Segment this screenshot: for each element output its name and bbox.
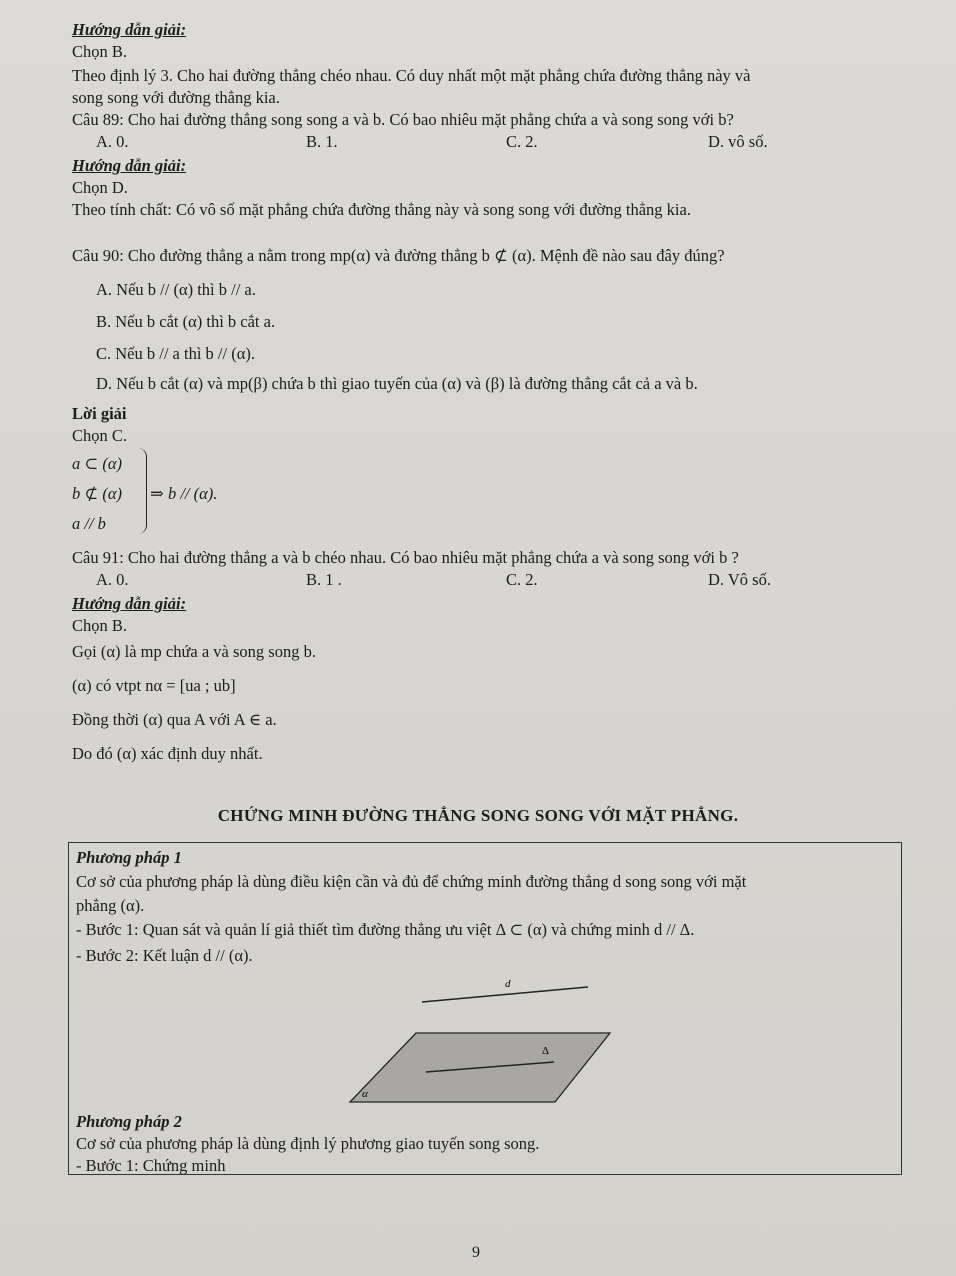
text-line-l37: Cơ sở của phương pháp là dùng điều kiện cần và đủ để chứng minh đường thẳng d song song với mặt (76, 872, 747, 891)
answer-option: A. 0. (96, 132, 129, 151)
text-line-l40: - Bước 2: Kết luận d // (α). (76, 946, 253, 965)
answer-option: A. 0. (96, 570, 129, 589)
answer-option: C. 2. (506, 132, 538, 151)
text-line-l4: song song với đường thẳng kia. (72, 88, 280, 107)
text-line-l13: Câu 90: Cho đường thẳng a nằm trong mp(α) và đường thẳng b ⊄ (α). Mệnh đề nào sau đây đúng? (72, 246, 725, 265)
text-line-l23: a // b (72, 514, 106, 533)
system-brace (138, 448, 147, 534)
text-line-l43: - Bước 1: Chứng minh (76, 1156, 226, 1175)
text-line-l1: Hướng dẫn giải: (72, 20, 187, 39)
text-line-l34: Do đó (α) xác định duy nhất. (72, 744, 263, 763)
text-line-l21: b ⊄ (α) (72, 484, 122, 503)
text-line-l5: Câu 89: Cho hai đường thẳng song song a và b. Có bao nhiêu mặt phẳng chứa a và song song với b? (72, 110, 734, 129)
text-line-l18: Lời giải (72, 404, 127, 423)
text-line-l42: Cơ sở của phương pháp là dùng định lý phương giao tuyến song song. (76, 1134, 540, 1153)
text-line-l12: Theo tính chất: Có vô số mặt phẳng chứa đường thẳng này và song song với đường thẳng kia. (72, 200, 691, 219)
text-line-l17: D. Nếu b cắt (α) và mp(β) chứa b thì giao tuyến của (α) và (β) là đường thẳng cắt cả a và b. (96, 374, 698, 393)
answer-option: D. vô số. (708, 132, 768, 151)
text-line-l20: a ⊂ (α) (72, 454, 122, 473)
text-line-l38: phẳng (α). (76, 896, 145, 915)
text-line-l3: Theo định lý 3. Cho hai đường thẳng chéo nhau. Có duy nhất một mặt phẳng chứa đường thẳng này và (72, 66, 751, 85)
answer-option: B. 1. (306, 132, 338, 151)
text-line-l30: Chọn B. (72, 616, 128, 635)
text-line-l15: B. Nếu b cắt (α) thì b cắt a. (96, 312, 276, 331)
text-line-l33: Đồng thời (α) qua A với A ∈ a. (72, 710, 277, 729)
text-line-l19: Chọn C. (72, 426, 128, 445)
text-line-l22: ⇒ b // (α). (150, 484, 218, 503)
text-line-l2: Chọn B. (72, 42, 128, 61)
answer-option: D. Vô số. (708, 570, 771, 589)
text-line-l29: Hướng dẫn giải: (72, 594, 187, 613)
text-line-l39: - Bước 1: Quan sát và quản lí giả thiết tìm đường thẳng ưu việt Δ ⊂ (α) và chứng minh d // Δ. (76, 920, 695, 939)
text-line-l24: Câu 91: Cho hai đường thẳng a và b chéo nhau. Có bao nhiêu mặt phẳng chứa a và song song với b ? (72, 548, 739, 567)
label-delta: Δ (542, 1045, 550, 1057)
text-line-l36: Phương pháp 1 (76, 848, 182, 867)
text-line-l11: Chọn D. (72, 178, 128, 197)
text-line-l31: Gọi (α) là mp chứa a và song song b. (72, 642, 316, 661)
label-alpha: α (362, 1088, 368, 1100)
answer-option: B. 1 . (306, 570, 342, 589)
section-title: CHỨNG MINH ĐƯỜNG THẲNG SONG SONG VỚI MẶT PHẲNG. (217, 806, 739, 825)
text-line-l41: Phương pháp 2 (76, 1112, 182, 1131)
text-line-l32: (α) có vtpt nα = [ua ; ub] (72, 676, 236, 695)
text-line-l14: A. Nếu b // (α) thì b // a. (96, 280, 256, 299)
label-d: d (505, 978, 511, 990)
answer-option: C. 2. (506, 570, 538, 589)
page-number: 9 (472, 1244, 480, 1261)
text-line-l16: C. Nếu b // a thì b // (α). (96, 344, 255, 363)
plane-figure (340, 975, 620, 1110)
text-line-l10: Hướng dẫn giải: (72, 156, 187, 175)
